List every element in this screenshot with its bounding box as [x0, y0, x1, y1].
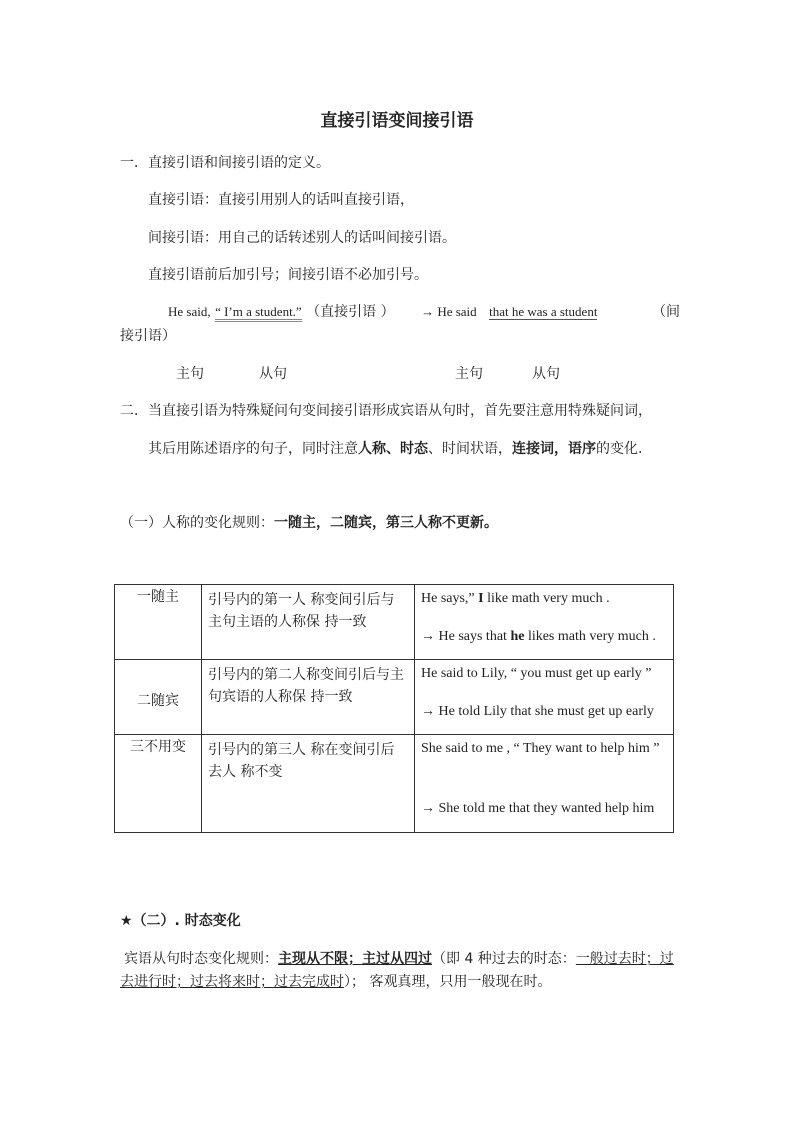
section2-line2-text-c: 、时间状语，	[428, 441, 512, 457]
example-converted-c: likes math very much .	[524, 629, 656, 644]
section2-line2-text-a: 其后用陈述语序的句子，同时注意	[148, 441, 358, 457]
example-original-a: He says,”	[421, 591, 479, 606]
table-cell-example	[415, 585, 674, 660]
example-he-said: He said,	[168, 304, 211, 319]
example-arrow-he-said: → He said	[421, 304, 477, 319]
table-row	[115, 585, 674, 660]
section2-line2-bold-b: 人称、时态	[358, 441, 428, 457]
tense-rule-line2	[120, 972, 551, 992]
example-original: He said to Lily, “ you must get up early ”	[421, 666, 652, 681]
example-original-b: I	[478, 591, 484, 606]
table-cell-example	[415, 660, 674, 735]
table-cell-rule: 引号内的第一人 称变间引后与主句主语的人称保 持一致	[202, 585, 415, 660]
example-converted	[421, 627, 667, 647]
section1-heading: 一．直接引语和间接引语的定义。	[120, 155, 330, 171]
direct-speech-definition: 直接引语：直接引用别人的话叫直接引语，	[148, 192, 414, 208]
example-paren-open: （间	[652, 304, 680, 320]
example-converted-a: → He says that	[421, 629, 511, 644]
label-main-clause-2: 主句	[455, 366, 483, 382]
quote-rule: 直接引语前后加引号；间接引语不必加引号。	[148, 267, 428, 283]
example-converted: → He told Lily that she must get up early	[421, 704, 654, 719]
example-original: She said to me , “ They want to help him ”	[421, 741, 660, 756]
table-cell-rule: 引号内的第三人 称在变间引后去人 称不变	[202, 735, 415, 833]
example-converted-b: he	[510, 629, 525, 644]
table-cell-name: 二随宾	[115, 660, 202, 735]
table-row	[115, 660, 674, 735]
tense-rule-paren: （即 4 种过去的时态：	[432, 951, 576, 967]
page-title: 直接引语变间接引语	[320, 111, 474, 131]
table-cell-name: 一随主	[115, 585, 202, 660]
table-cell-rule: 引号内的第二人称变间引后与主句宾语的人称保 持一致	[202, 660, 415, 735]
tense-rule-label: 宾语从句时态变化规则：	[124, 951, 278, 967]
section2-line2-bold-d: 连接词，语序	[512, 441, 596, 457]
person-change-rule-heading	[120, 513, 498, 533]
table-cell-example	[415, 735, 674, 833]
tense-rule-underlined: 一般过去时；过	[575, 951, 674, 967]
person-rule-label: （一）人称的变化规则：	[120, 515, 274, 531]
tense-rule-line1	[124, 949, 674, 969]
section2-line1: 二．当直接引语为特殊疑问句变间接引语形成宾语从句时，首先要注意用特殊疑问词，	[120, 403, 652, 419]
person-rules-table	[114, 584, 674, 833]
tense-change-heading: ★（二）. 时态变化	[120, 913, 241, 929]
label-main-clause-1: 主句	[176, 366, 204, 382]
label-sub-clause-1: 从句	[259, 366, 287, 382]
tense-rule-tail: ）； 客观真理，只用一般现在时。	[344, 974, 552, 990]
example-original-c: like math very much .	[483, 591, 610, 606]
table-cell-name: 三不用变	[115, 735, 202, 833]
section2-line2	[148, 439, 642, 459]
section2-line2-text-e: 的变化.	[596, 441, 643, 457]
tense-rule-underlined-2: 去进行时；过去将来时；过去完成时	[120, 974, 344, 990]
example-paren-close: 接引语）	[120, 328, 176, 344]
example-direct-label: （直接引语 ）	[306, 304, 395, 320]
label-sub-clause-2: 从句	[532, 366, 560, 382]
example-line	[168, 302, 597, 322]
example-clause: that he was a student	[489, 304, 598, 319]
table-row	[115, 735, 674, 833]
tense-rule-bold: 主现从不限；主过从四过	[278, 951, 432, 967]
indirect-speech-definition: 间接引语：用自己的话转述别人的话叫间接引语。	[148, 230, 456, 246]
example-quote: “ I’m a student.”	[215, 304, 302, 322]
person-rule-bold: 一随主，二随宾，第三人称不更新。	[274, 515, 498, 531]
example-original	[421, 589, 667, 609]
example-converted: → She told me that they wanted help him	[421, 801, 655, 816]
